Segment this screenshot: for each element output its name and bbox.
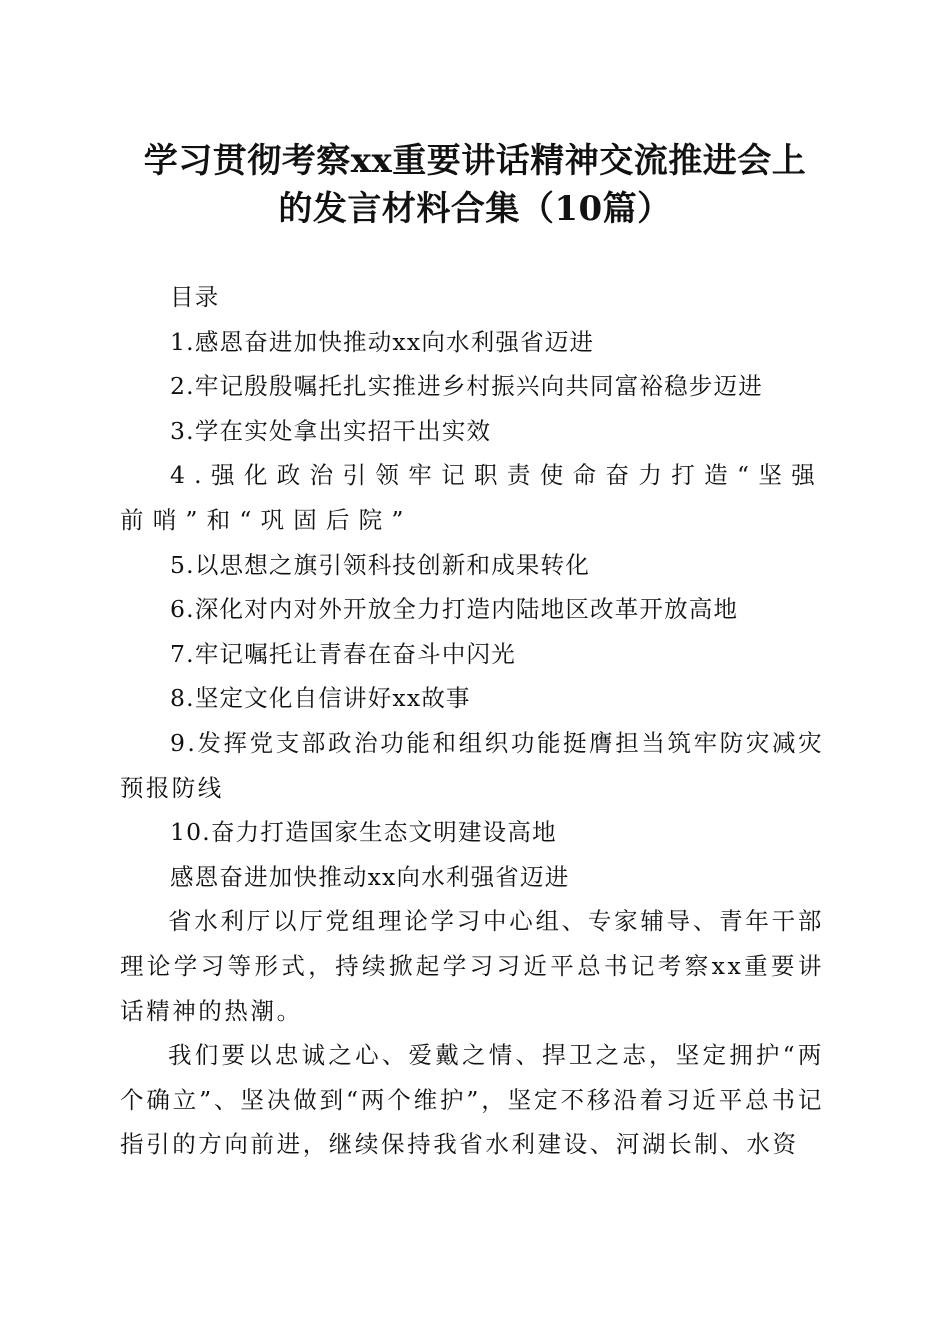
toc-item-10: 10.奋力打造国家生态文明建设高地 xyxy=(170,818,557,847)
body-paragraph-2: 我们要以忠诚之心、爱戴之情、捍卫之志，坚定拥护“两个确立”、坚决做到“两个维护”，坚定不移沿着习近平总书记指引的方向前进，继续保持我省水利建设、河湖长制、水资 xyxy=(120,1041,824,1159)
toc-item-6: 6.深化对内对外开放全力打造内陆地区改革开放高地 xyxy=(170,595,739,624)
toc-item-9: 9.发挥党支部政治功能和组织功能挺膺担当筑牢防灾减灾预报防线 xyxy=(120,728,824,802)
section-title: 感恩奋进加快推动xx向水利强省迈进 xyxy=(170,862,570,891)
toc-item-3: 3.学在实处拿出实招干出实效 xyxy=(170,416,492,445)
document-title xyxy=(118,137,832,233)
toc-item-4: 4.强化政治引领牢记职责使命奋力打造“坚强前哨”和“巩固后院” xyxy=(120,461,824,534)
toc-item-7: 7.牢记嘱托让青春在奋斗中闪光 xyxy=(170,639,516,668)
toc-heading: 目录 xyxy=(170,283,220,311)
toc-item-5: 5.以思想之旗引领科技创新和成果转化 xyxy=(170,550,591,579)
title-line-1: 学习贯彻考察xx重要讲话精神交流推进会上 xyxy=(143,141,807,181)
body-paragraph-1: 省水利厅以厅党组理论学习中心组、专家辅导、青年干部理论学习等形式，持续掀起学习习近平总书记考察xx重要讲话精神的热潮。 xyxy=(120,907,824,1025)
toc-item-8: 8.坚定文化自信讲好xx故事 xyxy=(170,684,471,713)
toc-item-2: 2.牢记殷殷嘱托扎实推进乡村振兴向共同富裕稳步迈进 xyxy=(170,372,763,401)
title-line-2: 的发言材料合集（10篇） xyxy=(278,189,672,229)
document-body xyxy=(120,275,824,1167)
toc-item-1: 1.感恩奋进加快推动xx向水利强省迈进 xyxy=(170,327,595,356)
